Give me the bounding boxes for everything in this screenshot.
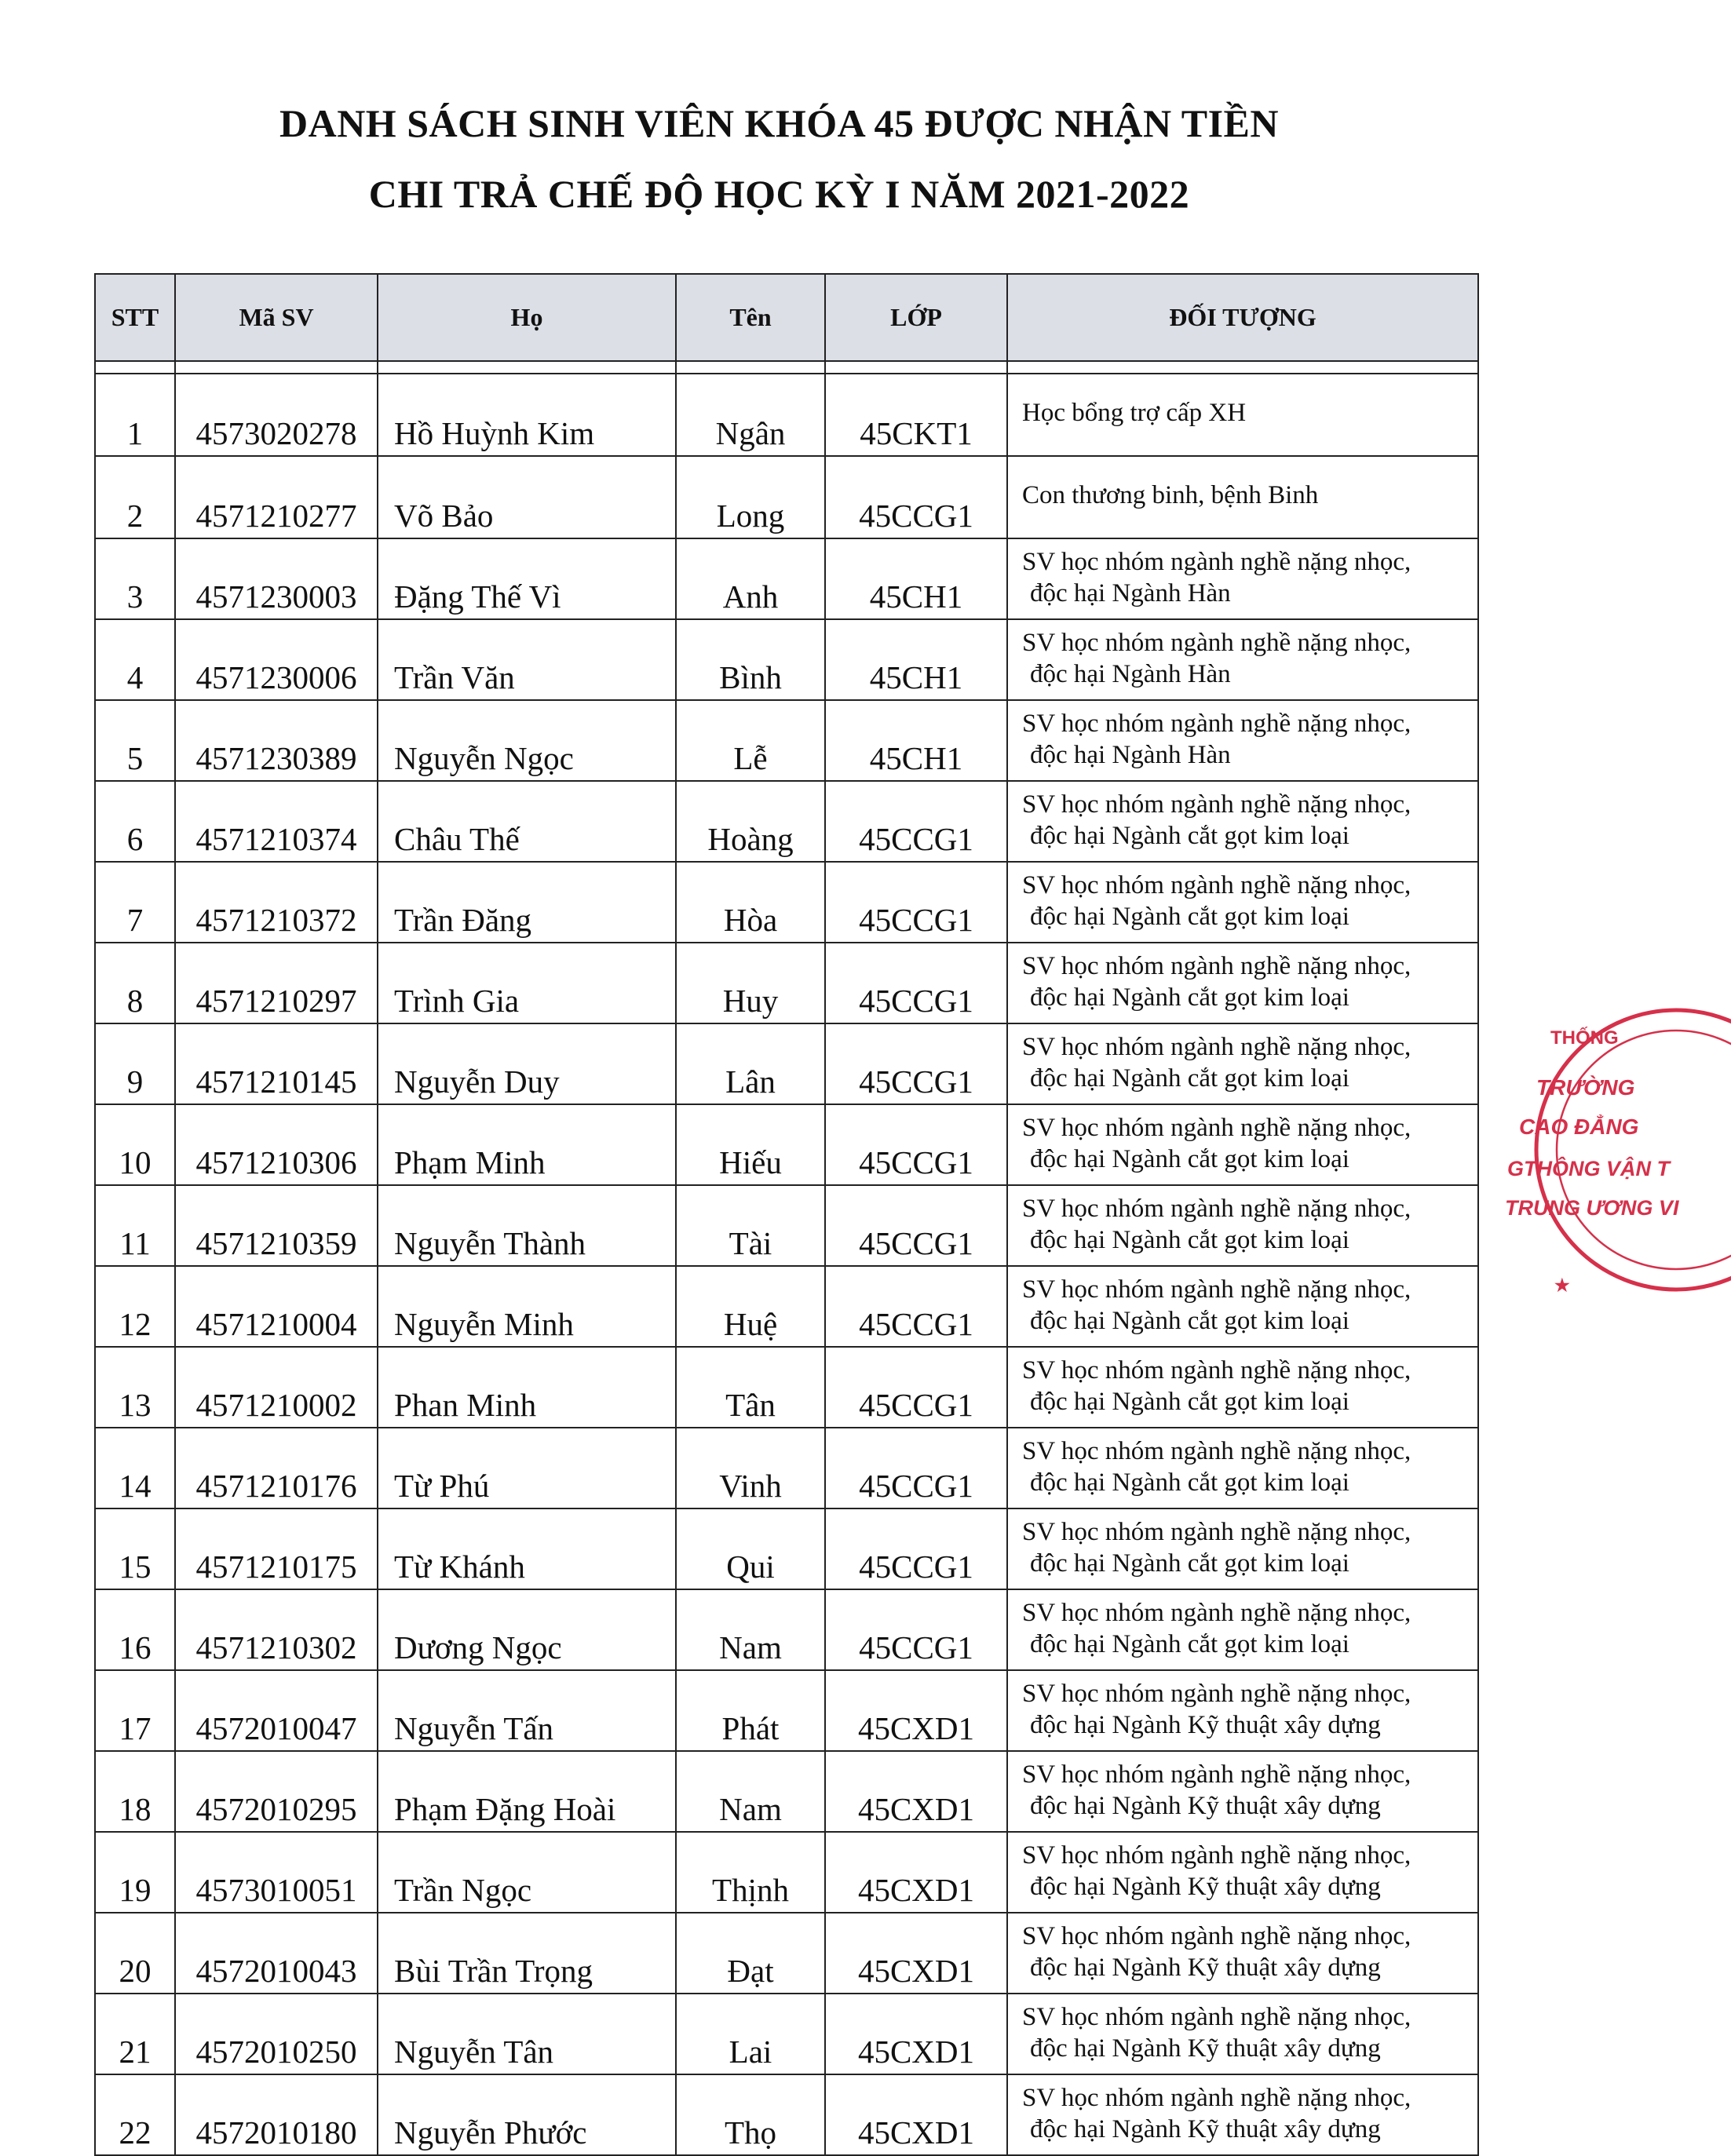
cell-category (1007, 1670, 1478, 1751)
cell-stt: 18 (95, 1751, 175, 1832)
column-header-stt: STT (95, 274, 175, 361)
cell-category (1007, 1104, 1478, 1185)
column-header-masv: Mã SV (175, 274, 378, 361)
table-row (95, 1832, 1478, 1913)
category-line2: độc hại Ngành Kỹ thuật xây dựng (1030, 2114, 1381, 2143)
table-row (95, 700, 1478, 781)
cell-stt: 13 (95, 1347, 175, 1428)
table-row (95, 1589, 1478, 1670)
table-row (95, 374, 1478, 456)
category-line1: Học bổng trợ cấp XH (1022, 398, 1247, 427)
category-line2: độc hại Ngành cắt gọt kim loại (1030, 821, 1349, 850)
cell-family-name: Nguyễn Ngọc (378, 700, 676, 781)
cell-class: 45CXD1 (825, 2074, 1007, 2155)
cell-category (1007, 456, 1478, 538)
category-line2: độc hại Ngành Hàn (1030, 740, 1231, 769)
cell-student-id: 4572010043 (175, 1913, 378, 1994)
category-line2: độc hại Ngành cắt gọt kim loại (1030, 1306, 1349, 1335)
table-row (95, 1751, 1478, 1832)
cell-stt: 8 (95, 943, 175, 1023)
cell-class: 45CCG1 (825, 456, 1007, 538)
cell-given-name: Qui (676, 1508, 825, 1589)
cell-class: 45CH1 (825, 700, 1007, 781)
cell-student-id: 4571210145 (175, 1023, 378, 1104)
category-line1: SV học nhóm ngành nghề nặng nhọc, (1022, 951, 1411, 980)
category-line1: SV học nhóm ngành nghề nặng nhọc, (1022, 870, 1411, 899)
category-line1: SV học nhóm ngành nghề nặng nhọc, (1022, 1275, 1411, 1304)
cell-family-name: Đặng Thế Vì (378, 538, 676, 619)
cell-stt: 4 (95, 619, 175, 700)
cell-student-id: 4571210297 (175, 943, 378, 1023)
column-header-doituong: ĐỐI TƯỢNG (1007, 274, 1478, 361)
cell-family-name: Nguyễn Minh (378, 1266, 676, 1347)
cell-given-name: Bình (676, 619, 825, 700)
cell-category (1007, 781, 1478, 862)
table-row (95, 1508, 1478, 1589)
cell-category (1007, 2074, 1478, 2155)
table-row (95, 1347, 1478, 1428)
cell-stt: 12 (95, 1266, 175, 1347)
cell-family-name: Bùi Trần Trọng (378, 1913, 676, 1994)
category-line1: SV học nhóm ngành nghề nặng nhọc, (1022, 1921, 1411, 1950)
cell-given-name: Ngân (676, 374, 825, 456)
cell-given-name: Tân (676, 1347, 825, 1428)
cell-category (1007, 619, 1478, 700)
cell-category (1007, 374, 1478, 456)
column-header-ho: Họ (378, 274, 676, 361)
table-row (95, 538, 1478, 619)
cell-category (1007, 862, 1478, 943)
cell-class: 45CCG1 (825, 943, 1007, 1023)
category-line1: SV học nhóm ngành nghề nặng nhọc, (1022, 1436, 1411, 1465)
table-header (95, 274, 1478, 361)
cell-student-id: 4571210176 (175, 1428, 378, 1508)
category-line2: độc hại Ngành cắt gọt kim loại (1030, 1225, 1349, 1254)
stamp-text-line1: TRƯỜNG (1536, 1075, 1635, 1100)
cell-stt: 5 (95, 700, 175, 781)
cell-class: 45CCG1 (825, 1508, 1007, 1589)
cell-category (1007, 1185, 1478, 1266)
cell-stt: 15 (95, 1508, 175, 1589)
cell-family-name: Phan Minh (378, 1347, 676, 1428)
cell-student-id: 4573020278 (175, 374, 378, 456)
table-row (95, 1994, 1478, 2074)
cell-student-id: 4571210306 (175, 1104, 378, 1185)
cell-class: 45CCG1 (825, 1428, 1007, 1508)
table-row (95, 1913, 1478, 1994)
cell-family-name: Phạm Đặng Hoài (378, 1751, 676, 1832)
cell-family-name: Nguyễn Tân (378, 1994, 676, 2074)
cell-class: 45CCG1 (825, 862, 1007, 943)
cell-stt: 2 (95, 456, 175, 538)
column-header-lop: LỚP (825, 274, 1007, 361)
table-row (95, 781, 1478, 862)
student-table (94, 273, 1479, 2156)
cell-family-name: Từ Phú (378, 1428, 676, 1508)
category-line2: độc hại Ngành cắt gọt kim loại (1030, 1387, 1349, 1416)
cell-student-id: 4572010295 (175, 1751, 378, 1832)
cell-family-name: Trình Gia (378, 943, 676, 1023)
cell-stt: 6 (95, 781, 175, 862)
cell-given-name: Lễ (676, 700, 825, 781)
stamp-text-line3: GTHÔNG VẬN T (1507, 1157, 1670, 1180)
cell-category (1007, 538, 1478, 619)
cell-class: 45CXD1 (825, 1670, 1007, 1751)
category-line1: SV học nhóm ngành nghề nặng nhọc, (1022, 1760, 1411, 1789)
cell-class: 45CCG1 (825, 1589, 1007, 1670)
cell-family-name: Dương Ngọc (378, 1589, 676, 1670)
cell-student-id: 4571210374 (175, 781, 378, 862)
cell-given-name: Thịnh (676, 1832, 825, 1913)
category-line2: độc hại Ngành cắt gọt kim loại (1030, 1063, 1349, 1093)
cell-category (1007, 700, 1478, 781)
category-line1: SV học nhóm ngành nghề nặng nhọc, (1022, 2002, 1411, 2031)
cell-student-id: 4573010051 (175, 1832, 378, 1913)
stamp-star-icon: ★ (1554, 1275, 1570, 1295)
category-line1: SV học nhóm ngành nghề nặng nhọc, (1022, 1679, 1411, 1708)
cell-stt: 10 (95, 1104, 175, 1185)
category-line1: SV học nhóm ngành nghề nặng nhọc, (1022, 1194, 1411, 1223)
cell-student-id: 4572010250 (175, 1994, 378, 2074)
cell-student-id: 4571210359 (175, 1185, 378, 1266)
cell-family-name: Hồ Huỳnh Kim (378, 374, 676, 456)
cell-student-id: 4571230389 (175, 700, 378, 781)
category-line2: độc hại Ngành cắt gọt kim loại (1030, 983, 1349, 1012)
category-line1: SV học nhóm ngành nghề nặng nhọc, (1022, 709, 1411, 738)
cell-given-name: Hoàng (676, 781, 825, 862)
cell-class: 45CCG1 (825, 1104, 1007, 1185)
table-body (95, 361, 1478, 2155)
cell-class: 45CXD1 (825, 1994, 1007, 2074)
cell-category (1007, 943, 1478, 1023)
cell-category (1007, 1347, 1478, 1428)
category-line2: độc hại Ngành Kỹ thuật xây dựng (1030, 2034, 1381, 2063)
cell-category (1007, 1751, 1478, 1832)
column-header-ten: Tên (676, 274, 825, 361)
cell-category (1007, 1832, 1478, 1913)
cell-class: 45CCG1 (825, 1023, 1007, 1104)
category-line1: SV học nhóm ngành nghề nặng nhọc, (1022, 1113, 1411, 1142)
cell-family-name: Trần Đăng (378, 862, 676, 943)
category-line1: SV học nhóm ngành nghề nặng nhọc, (1022, 1598, 1411, 1627)
cell-stt: 7 (95, 862, 175, 943)
cell-stt: 17 (95, 1670, 175, 1751)
cell-class: 45CH1 (825, 538, 1007, 619)
document-title-line2: CHI TRẢ CHẾ ĐỘ HỌC KỲ I NĂM 2021-2022 (368, 172, 1190, 216)
cell-family-name: Trần Ngọc (378, 1832, 676, 1913)
category-line1: SV học nhóm ngành nghề nặng nhọc, (1022, 790, 1411, 819)
cell-given-name: Đạt (676, 1913, 825, 1994)
table-row (95, 619, 1478, 700)
cell-stt: 21 (95, 1994, 175, 2074)
cell-stt: 1 (95, 374, 175, 456)
category-line2: độc hại Ngành cắt gọt kim loại (1030, 1629, 1349, 1658)
table-row (95, 2074, 1478, 2155)
cell-given-name: Thọ (676, 2074, 825, 2155)
cell-category (1007, 1589, 1478, 1670)
cell-class: 45CCG1 (825, 1266, 1007, 1347)
category-line2: độc hại Ngành Kỹ thuật xây dựng (1030, 1791, 1381, 1820)
cell-stt: 9 (95, 1023, 175, 1104)
category-line1: SV học nhóm ngành nghề nặng nhọc, (1022, 628, 1411, 657)
cell-given-name: Phát (676, 1670, 825, 1751)
category-line2: độc hại Ngành cắt gọt kim loại (1030, 1468, 1349, 1497)
cell-given-name: Long (676, 456, 825, 538)
stamp-text-line2: CAO ĐẲNG (1519, 1114, 1639, 1139)
document-title-line1: DANH SÁCH SINH VIÊN KHÓA 45 ĐƯỢC NHẬN TIỀN (279, 101, 1280, 145)
category-line1: SV học nhóm ngành nghề nặng nhọc, (1022, 1032, 1411, 1061)
cell-class: 45CH1 (825, 619, 1007, 700)
cell-student-id: 4572010180 (175, 2074, 378, 2155)
cell-stt: 16 (95, 1589, 175, 1670)
header-gap (95, 361, 1478, 374)
cell-category (1007, 1023, 1478, 1104)
table-row (95, 456, 1478, 538)
cell-given-name: Huy (676, 943, 825, 1023)
cell-given-name: Anh (676, 538, 825, 619)
cell-class: 45CXD1 (825, 1751, 1007, 1832)
cell-given-name: Nam (676, 1589, 825, 1670)
red-seal-stamp (1495, 1005, 1731, 1303)
cell-stt: 22 (95, 2074, 175, 2155)
cell-family-name: Nguyễn Tấn (378, 1670, 676, 1751)
category-line2: độc hại Ngành cắt gọt kim loại (1030, 1144, 1349, 1173)
cell-given-name: Nam (676, 1751, 825, 1832)
cell-stt: 11 (95, 1185, 175, 1266)
cell-category (1007, 1266, 1478, 1347)
cell-stt: 20 (95, 1913, 175, 1994)
table-row (95, 1266, 1478, 1347)
cell-given-name: Hiếu (676, 1104, 825, 1185)
cell-class: 45CCG1 (825, 1347, 1007, 1428)
cell-family-name: Nguyễn Duy (378, 1023, 676, 1104)
cell-stt: 3 (95, 538, 175, 619)
cell-category (1007, 1994, 1478, 2074)
cell-stt: 19 (95, 1832, 175, 1913)
category-line2: độc hại Ngành cắt gọt kim loại (1030, 1549, 1349, 1578)
stamp-text-top: THỐNG (1550, 1027, 1619, 1049)
table-row (95, 1023, 1478, 1104)
cell-student-id: 4571210175 (175, 1508, 378, 1589)
cell-given-name: Huệ (676, 1266, 825, 1347)
cell-student-id: 4571210302 (175, 1589, 378, 1670)
cell-family-name: Nguyễn Phước (378, 2074, 676, 2155)
table-row (95, 1104, 1478, 1185)
cell-class: 45CCG1 (825, 781, 1007, 862)
category-line1: SV học nhóm ngành nghề nặng nhọc, (1022, 1840, 1411, 1870)
category-line2: độc hại Ngành Hàn (1030, 659, 1231, 688)
category-line2: độc hại Ngành Hàn (1030, 578, 1231, 607)
cell-given-name: Vinh (676, 1428, 825, 1508)
cell-student-id: 4571210372 (175, 862, 378, 943)
cell-family-name: Võ Bảo (378, 456, 676, 538)
cell-family-name: Từ Khánh (378, 1508, 676, 1589)
stamp-text-line4: TRUNG ƯƠNG VI (1505, 1196, 1679, 1220)
category-line2: độc hại Ngành Kỹ thuật xây dựng (1030, 1710, 1381, 1739)
table-row (95, 862, 1478, 943)
cell-class: 45CKT1 (825, 374, 1007, 456)
cell-family-name: Châu Thế (378, 781, 676, 862)
cell-category (1007, 1913, 1478, 1994)
cell-family-name: Phạm Minh (378, 1104, 676, 1185)
table-row (95, 1428, 1478, 1508)
cell-class: 45CXD1 (825, 1913, 1007, 1994)
category-line2: độc hại Ngành Kỹ thuật xây dựng (1030, 1953, 1381, 1982)
category-line1: SV học nhóm ngành nghề nặng nhọc, (1022, 547, 1411, 576)
table-row (95, 943, 1478, 1023)
cell-class: 45CXD1 (825, 1832, 1007, 1913)
cell-given-name: Tài (676, 1185, 825, 1266)
cell-category (1007, 1428, 1478, 1508)
cell-category (1007, 1508, 1478, 1589)
cell-class: 45CCG1 (825, 1185, 1007, 1266)
cell-family-name: Trần Văn (378, 619, 676, 700)
category-line2: độc hại Ngành Kỹ thuật xây dựng (1030, 1872, 1381, 1901)
cell-student-id: 4571210004 (175, 1266, 378, 1347)
cell-student-id: 4571230003 (175, 538, 378, 619)
cell-given-name: Lai (676, 1994, 825, 2074)
category-line1: SV học nhóm ngành nghề nặng nhọc, (1022, 1517, 1411, 1546)
category-line1: Con thương binh, bệnh Binh (1022, 480, 1319, 509)
cell-student-id: 4571210002 (175, 1347, 378, 1428)
category-line1: SV học nhóm ngành nghề nặng nhọc, (1022, 2083, 1411, 2112)
cell-given-name: Lân (676, 1023, 825, 1104)
cell-student-id: 4572010047 (175, 1670, 378, 1751)
cell-student-id: 4571210277 (175, 456, 378, 538)
cell-stt: 14 (95, 1428, 175, 1508)
category-line2: độc hại Ngành cắt gọt kim loại (1030, 902, 1349, 931)
cell-given-name: Hòa (676, 862, 825, 943)
cell-family-name: Nguyễn Thành (378, 1185, 676, 1266)
table-row (95, 1185, 1478, 1266)
cell-student-id: 4571230006 (175, 619, 378, 700)
category-line1: SV học nhóm ngành nghề nặng nhọc, (1022, 1355, 1411, 1384)
table-row (95, 1670, 1478, 1751)
